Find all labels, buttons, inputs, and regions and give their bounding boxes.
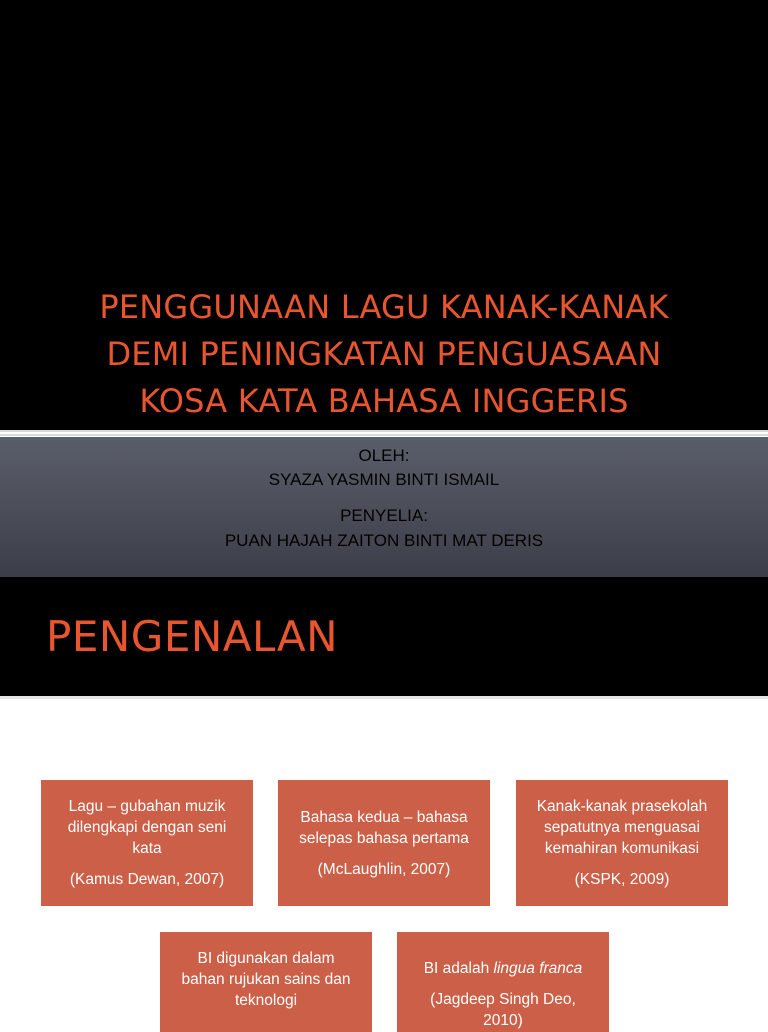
box-text: dilengkapi dengan seni [67, 819, 227, 836]
box-text: Bahasa kedua – bahasa [300, 809, 468, 826]
title-line-1: PENGGUNAAN LAGU KANAK-KANAK [99, 288, 669, 326]
box-text: BI digunakan dalam [197, 950, 335, 967]
box-text: kata [132, 840, 162, 857]
box-text-prefix: BI adalah [423, 960, 494, 977]
box-citation: (McLaughlin, 2007) [317, 861, 451, 878]
penyelia-label: PENYELIA: [340, 506, 428, 525]
box-text-italic: lingua franca [493, 960, 583, 977]
box-citation: (Jagdeep Singh Deo, [430, 991, 576, 1008]
box-text: bahan rujukan sains dan [181, 971, 351, 988]
box-citation: (Kamus Dewan, 2007) [69, 871, 225, 888]
box-text: sepatutnya menguasai [544, 819, 700, 836]
oleh-label: OLEH: [358, 446, 410, 465]
box-text: Kanak-kanak prasekolah [536, 798, 708, 815]
divider-line [0, 696, 768, 699]
box-text: kemahiran komunikasi [544, 840, 700, 857]
info-box [397, 932, 609, 1032]
title-slide [0, 0, 768, 430]
box-citation: (KSPK, 2009) [574, 871, 670, 888]
slide-title [20, 284, 748, 425]
info-box [278, 780, 490, 906]
supervisor-name: PUAN HAJAH ZAITON BINTI MAT DERIS [224, 531, 544, 550]
box-text: Lagu – gubahan muzik [68, 798, 226, 815]
box-text: teknologi [234, 992, 298, 1009]
info-box [516, 780, 728, 906]
divider-line [0, 430, 768, 432]
title-line-2: DEMI PENINGKATAN PENGUASAAN [106, 335, 662, 373]
box-text: selepas bahasa pertama [299, 830, 469, 847]
info-box [160, 932, 372, 1032]
info-box [41, 780, 253, 906]
author-band [0, 437, 768, 577]
box-text [405, 958, 601, 979]
box-citation: 2010) [483, 1012, 523, 1029]
title-line-3: KOSA KATA BAHASA INGGERIS [139, 382, 629, 420]
section-heading: PENGENALAN [46, 612, 339, 661]
author-name: SYAZA YASMIN BINTI ISMAIL [268, 470, 500, 489]
divider-line [0, 434, 768, 436]
